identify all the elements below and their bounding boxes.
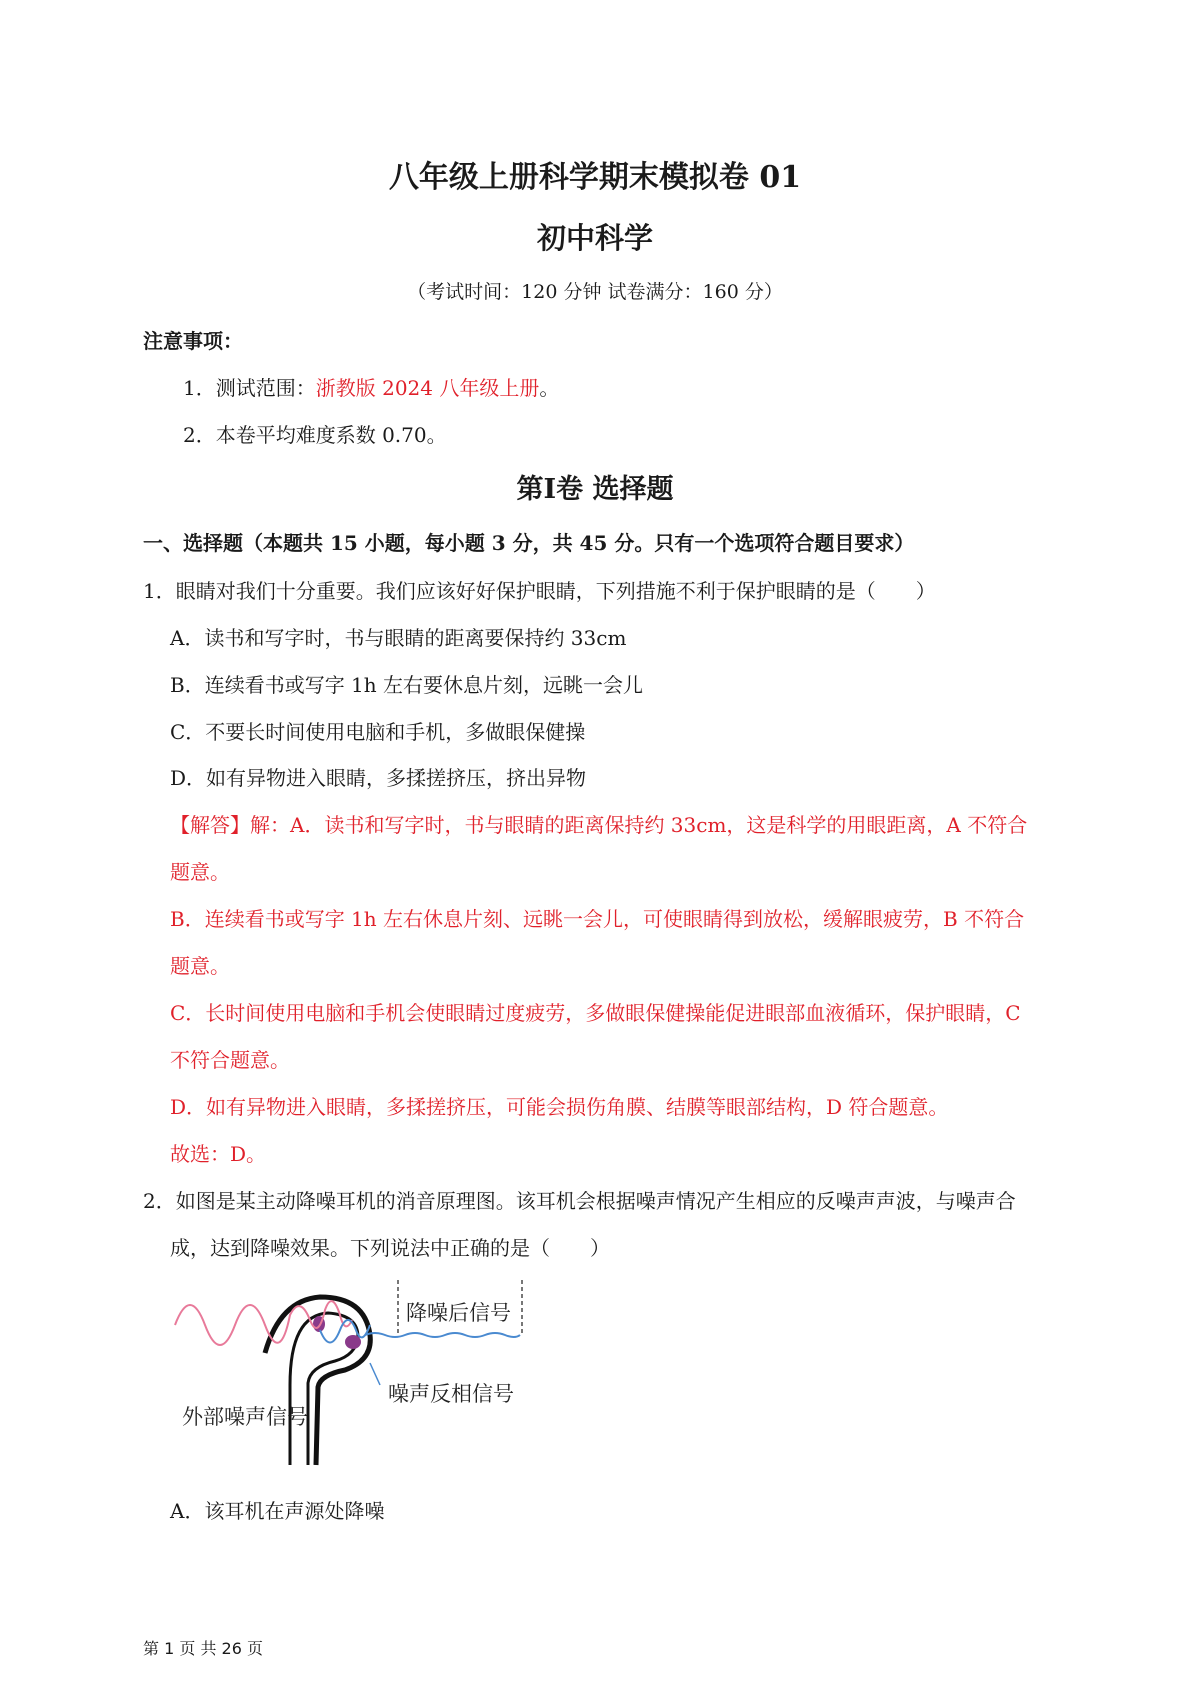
part-heading: 一、选择题（本题共 15 小题，每小题 3 分，共 45 分。只有一个选项符合题目要求） [143, 531, 915, 555]
notes-item-1-scope: 浙教版 2024 八年级上册 [315, 376, 540, 400]
earphone-diagram [170, 1275, 590, 1475]
answer-line: 不符合题意。 [170, 1048, 290, 1072]
question-1-option-b: B．连续看书或写字 1h 左右要休息片刻，远眺一会儿 [170, 673, 644, 697]
question-1-option-d: D．如有异物进入眼睛，多揉搓挤压，挤出异物 [170, 766, 587, 790]
notes-item-1-suffix: 。 [539, 376, 560, 400]
question-2-option-a: A．该耳机在声源处降噪 [170, 1499, 385, 1523]
notes-item-1 [183, 372, 559, 401]
question-2-stem-line-2: 成，达到降噪效果。下列说法中正确的是（ ） [170, 1236, 610, 1260]
notes-heading: 注意事项： [143, 329, 243, 353]
exam-info: （考试时间：120 分钟 试卷满分：160 分） [407, 281, 783, 303]
page-footer: 第 1 页 共 26 页 [143, 1639, 263, 1658]
earphone-figure [170, 1275, 590, 1475]
page-title: 八年级上册科学期末模拟卷 01 [388, 160, 802, 195]
question-1-option-c: C．不要长时间使用电脑和手机，多做眼保健操 [170, 720, 586, 744]
answer-line: 题意。 [170, 860, 230, 884]
answer-line: 故选：D。 [170, 1142, 267, 1166]
answer-line: D．如有异物进入眼睛，多揉搓挤压，可能会损伤角膜、结膜等眼部结构，D 符合题意。 [170, 1095, 949, 1119]
label-after-noise-reduction: 降噪后信号 [406, 1301, 511, 1325]
answer-line: 题意。 [170, 954, 230, 978]
notes-item-1-prefix: 1．测试范围： [183, 376, 316, 400]
section-title: 第Ⅰ卷 选择题 [516, 474, 674, 505]
question-1-option-a: A．读书和写字时，书与眼睛的距离要保持约 33cm [170, 626, 627, 650]
reduced-signal-wave [365, 1333, 520, 1337]
speaker-dot [345, 1335, 361, 1349]
question-2-stem-line-1: 2．如图是某主动降噪耳机的消音原理图。该耳机会根据噪声情况产生相应的反噪声声波，与噪声合 [143, 1189, 1016, 1213]
earphone-outline-inner [290, 1313, 358, 1465]
answer-line: B．连续看书或写字 1h 左右休息片刻、远眺一会儿，可使眼睛得到放松，缓解眼疲劳，B 不符合 [170, 907, 1025, 931]
answer-line: 【解答】解：A．读书和写字时，书与眼睛的距离保持约 33cm，这是科学的用眼距离，A 不符合 [170, 813, 1028, 837]
page-subtitle: 初中科学 [536, 221, 653, 255]
question-1-stem: 1．眼睛对我们十分重要。我们应该好好保护眼睛，下列措施不利于保护眼睛的是（ ） [143, 579, 936, 603]
inverse-noise-wave [320, 1320, 370, 1343]
label-external-noise: 外部噪声信号 [182, 1405, 308, 1429]
notes-item-2: 2．本卷平均难度系数 0.70。 [183, 423, 447, 447]
label-inverse-signal: 噪声反相信号 [388, 1382, 514, 1406]
inverse-signal-pointer [370, 1363, 380, 1385]
answer-line: C．长时间使用电脑和手机会使眼睛过度疲劳，多做眼保健操能促进眼部血液循环，保护眼睛，C [170, 1001, 1021, 1025]
